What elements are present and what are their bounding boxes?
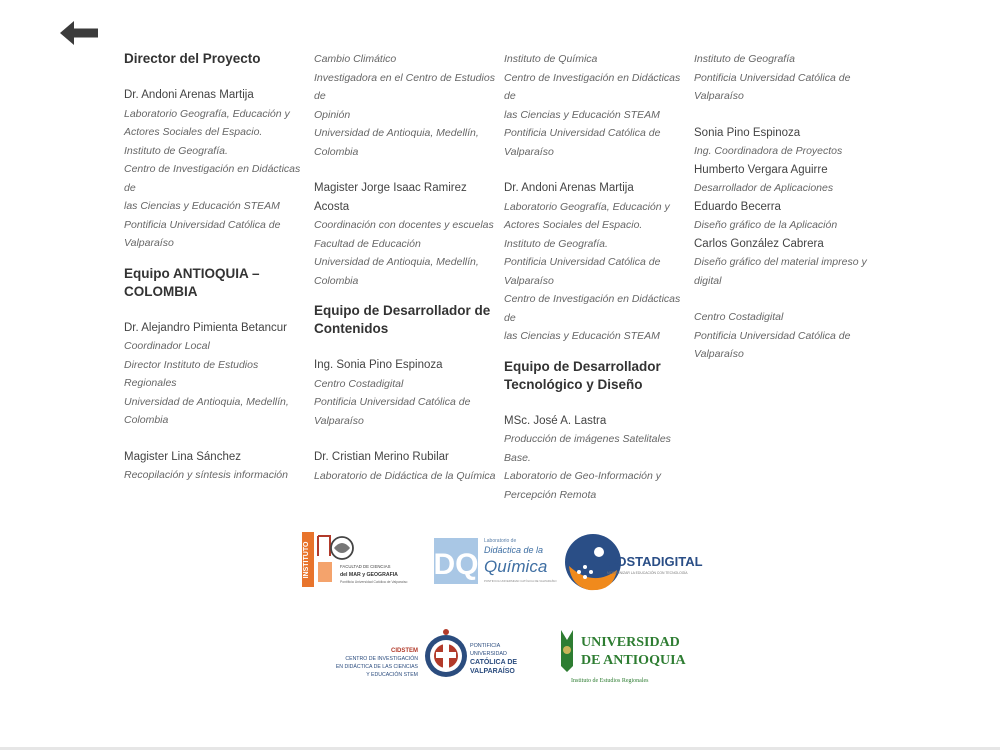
person-detail: Colombia xyxy=(124,414,169,426)
logo-text: VALPARAÍSO xyxy=(470,668,515,675)
person-detail: Centro Costadigital xyxy=(694,311,784,323)
person-detail: las Ciencias y Educación STEAM xyxy=(504,330,660,342)
person-detail: Actores Sociales del Espacio. xyxy=(504,219,643,231)
logo-text: Instituto de Estudios Regionales xyxy=(571,678,649,684)
person-detail: Instituto de Geografía xyxy=(694,53,795,65)
person-detail: Universidad de Antioquia, Medellín, xyxy=(314,256,479,268)
person-name: Dr. Alejandro Pimienta Betancur xyxy=(124,321,288,334)
person-detail: Laboratorio de Didáctica de la Química xyxy=(314,469,496,482)
person-detail: Opinión xyxy=(314,108,351,121)
person-detail: Colombia xyxy=(314,274,359,287)
person-detail: Coordinación con docentes y escuelas xyxy=(314,219,494,231)
person-detail: Pontificia Universidad Católica de xyxy=(694,71,851,84)
logo-text: COSTADIGITAL xyxy=(607,554,703,569)
person-detail: Pontificia Universidad Católica de xyxy=(504,256,661,268)
person-detail: Universidad de Antioquia, Medellín, xyxy=(314,127,479,139)
person-detail: Diseño gráfico del material impreso y xyxy=(694,256,867,268)
logo-text: CENTRO DE INVESTIGACIÓN xyxy=(345,656,418,662)
person-detail: Valparaíso xyxy=(504,274,554,287)
person-detail: Director Instituto de Estudios Regionales xyxy=(124,358,259,389)
back-button[interactable] xyxy=(58,20,100,46)
logo-text: PONTIFICIA UNIVERSIDAD CATÓLICA DE VALPARAÍSO xyxy=(484,579,557,583)
logo-pucv xyxy=(424,620,520,692)
person-detail: Laboratorio Geografía, Educación y xyxy=(504,200,670,213)
logo-text: DQ xyxy=(433,548,479,581)
person-name: Eduardo Becerra xyxy=(694,200,781,213)
person-detail: Valparaíso xyxy=(694,90,744,102)
person-detail: Instituto de Geografía. xyxy=(124,144,228,157)
person-detail: Pontificia Universidad Católica de xyxy=(124,218,281,231)
section-heading-tecnologico: Tecnológico y Diseño xyxy=(504,376,643,392)
logo-text: CIDSTEM xyxy=(391,648,418,654)
section-heading-tecnologico: Equipo de Desarrollador xyxy=(504,358,661,374)
section-heading-antioquia: COLOMBIA xyxy=(124,283,198,299)
person-detail: Valparaíso xyxy=(504,145,554,158)
person-detail: Facultad de Educación xyxy=(314,237,421,250)
person-name: Dr. Andoni Arenas Martija xyxy=(504,182,634,194)
person-name: Carlos González Cabrera xyxy=(694,237,824,250)
person-detail: Centro Costadigital xyxy=(314,377,404,390)
credits-column-4 xyxy=(694,50,879,364)
person-detail: Pontificia Universidad Católica de xyxy=(314,396,471,408)
logo-universidad-antioquia xyxy=(553,626,686,690)
person-detail: las Ciencias y Educación STEAM xyxy=(124,200,280,212)
person-name: Magister Lina Sánchez xyxy=(124,450,241,463)
section-heading-contenidos: Contenidos xyxy=(314,321,389,336)
logo-text: del MAR y GEOGRAFIA xyxy=(340,572,398,578)
person-detail: Valparaíso xyxy=(124,237,174,249)
logo-text: Didáctica de la xyxy=(484,545,544,555)
logo-text: UNIVERSIDAD xyxy=(581,635,680,650)
person-detail: Investigadora en el Centro de Estudios de xyxy=(314,71,495,102)
logo-didactica-quimica xyxy=(432,532,557,588)
logo-text: Química xyxy=(484,557,548,576)
logo-text: UNIVERSIDAD xyxy=(470,651,507,657)
credits-column-3 xyxy=(504,50,689,504)
person-detail: Laboratorio Geografía, Educación y xyxy=(124,107,290,120)
person-detail: Percepción Remota xyxy=(504,488,597,501)
person-detail: Coordinador Local xyxy=(124,340,210,352)
person-detail: Diseño gráfico de la Aplicación xyxy=(694,219,838,231)
person-detail: Actores Sociales del Espacio. xyxy=(124,126,263,138)
credits xyxy=(124,50,884,501)
person-detail: Producción de imágenes Satelitales Base. xyxy=(504,433,671,464)
credits-column-2 xyxy=(314,50,499,485)
person-detail: Ing. Coordinadora de Proyectos xyxy=(694,145,843,157)
person-name: Dr. Cristian Merino Rubilar xyxy=(314,451,449,463)
person-name: Magister Jorge Isaac Ramirez Acosta xyxy=(314,182,467,213)
logo-text: DE ANTIOQUIA xyxy=(581,653,686,668)
person-detail: digital xyxy=(694,274,722,287)
credits-column-1 xyxy=(124,50,309,485)
person-detail: Pontificia Universidad Católica de xyxy=(694,329,851,342)
logo-cidstem xyxy=(316,638,422,684)
logo-text: PONTIFICIA xyxy=(470,643,501,649)
person-name: Humberto Vergara Aguirre xyxy=(694,163,828,176)
person-detail: las Ciencias y Educación STEAM xyxy=(504,108,660,121)
person-name: MSc. José A. Lastra xyxy=(504,414,607,427)
person-name: Dr. Andoni Arenas Martija xyxy=(124,89,254,101)
logo-text: INSTITUTO xyxy=(303,541,310,579)
person-detail: Instituto de Química xyxy=(504,53,598,65)
person-detail: Colombia xyxy=(314,145,359,158)
person-name: Ing. Sonia Pino Espinoza xyxy=(314,359,443,371)
person-detail: Valparaíso xyxy=(694,348,744,360)
person-detail: Pontificia Universidad Católica de xyxy=(504,127,661,139)
person-detail: Laboratorio de Geo-Información y xyxy=(504,470,662,482)
logo-instituto-geografia xyxy=(300,528,410,592)
logo-costadigital xyxy=(563,530,703,594)
section-heading-director: Director del Proyecto xyxy=(124,51,261,66)
arrow-left-icon xyxy=(58,20,100,46)
person-detail: Valparaíso xyxy=(314,414,364,427)
section-heading-antioquia: Equipo ANTIOQUIA – xyxy=(124,265,260,281)
person-detail: Centro de Investigación en Didácticas de xyxy=(124,163,301,194)
logo-text: Y EDUCACIÓN STEM xyxy=(366,672,418,678)
section-heading-contenidos: Equipo de Desarrollador de xyxy=(314,303,491,318)
logo-text: Laboratorio de xyxy=(484,538,517,544)
person-name: Sonia Pino Espinoza xyxy=(694,126,801,139)
logo-text: MODERNIZAR LA EDUCACIÓN CON TECNOLOGÍA xyxy=(607,571,688,575)
person-detail: Universidad de Antioquia, Medellín, xyxy=(124,395,289,408)
person-detail: Cambio Climático xyxy=(314,53,397,65)
logo-text: FACULTAD DE CIENCIAS xyxy=(340,564,391,569)
person-detail: Centro de Investigación en Didácticas de xyxy=(504,71,681,102)
person-detail: Instituto de Geografía. xyxy=(504,237,608,250)
person-detail: Recopilación y síntesis información xyxy=(124,469,288,481)
logo-text: EN DIDÁCTICA DE LAS CIENCIAS xyxy=(335,664,418,670)
person-detail: Centro de Investigación en Didácticas de xyxy=(504,293,681,324)
logo-text: CATÓLICA DE xyxy=(470,659,518,666)
logo-text: Pontificia Universidad Católica de Valparaíso xyxy=(340,580,408,584)
person-detail: Desarrollador de Aplicaciones xyxy=(694,182,834,194)
